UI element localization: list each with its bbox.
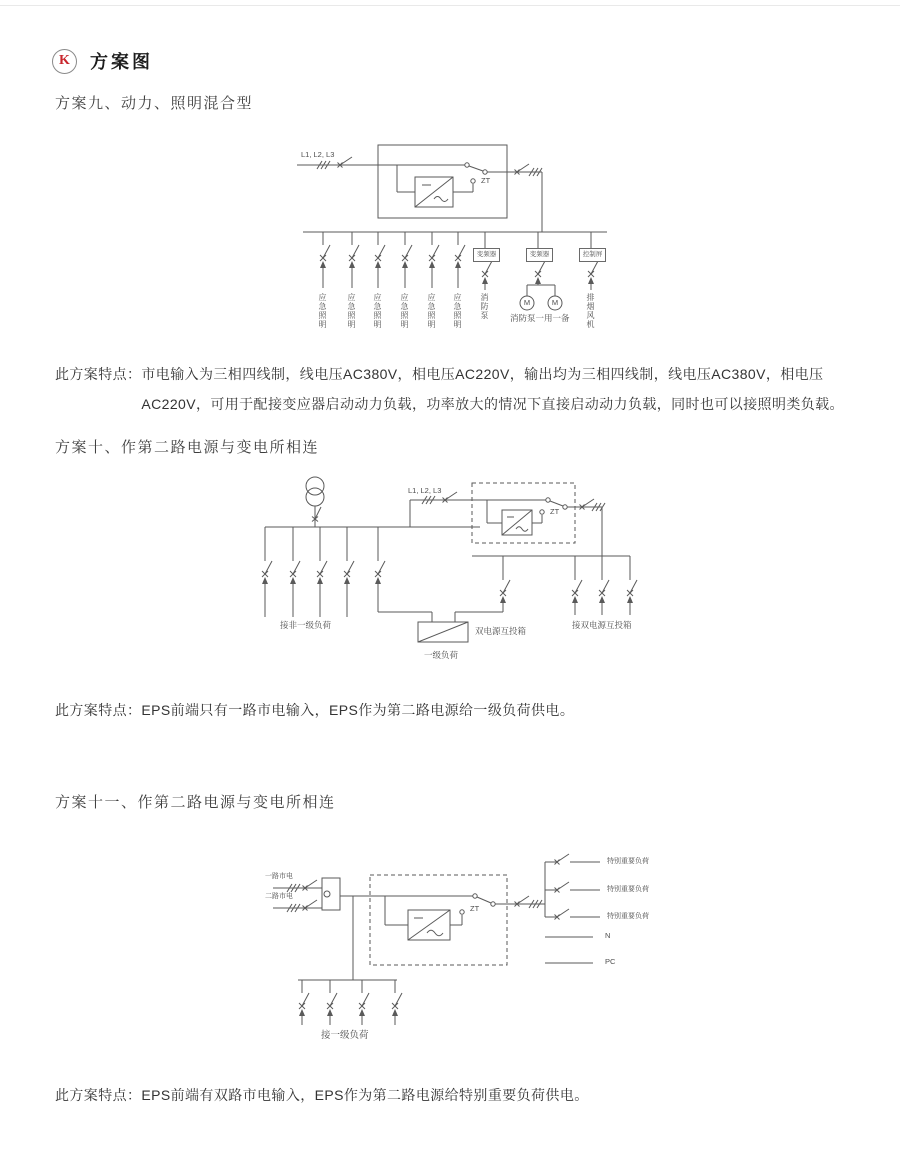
- motor-m-label: M: [523, 298, 531, 307]
- scheme-11-circuit-lines: [255, 850, 695, 1050]
- load-label-emergency-lighting: 应急照明: [373, 293, 382, 329]
- zt-terminal-label: ZT: [481, 176, 491, 185]
- load-label-emergency-lighting: 应急照明: [347, 293, 356, 329]
- page-top-edge: [0, 5, 900, 6]
- scheme-10-circuit-lines: [250, 470, 670, 685]
- load-label-fire-pump: 消防泵: [480, 293, 489, 320]
- diagram-scheme-11: [255, 850, 695, 1050]
- feature-note-scheme-9: [55, 359, 861, 419]
- heading-scheme-9: 方案九、动力、照明混合型: [55, 95, 254, 112]
- phase-input-label: L1, L2, L3: [301, 150, 335, 159]
- heading-scheme-10: 方案十、作第二路电源与变电所相连: [55, 439, 320, 456]
- load-label-emergency-lighting: 应急照明: [427, 293, 436, 329]
- page-title: 方案图: [90, 52, 153, 72]
- non-primary-load-label: 接非一级负荷: [280, 620, 332, 630]
- mains-input-2-label: 二路市电: [265, 893, 293, 900]
- logo-badge: [52, 49, 77, 74]
- phase-input-label: L1, L2, L3: [408, 486, 442, 495]
- transfer-box-label: 双电源互投箱: [475, 626, 527, 636]
- brand-header: [52, 48, 153, 74]
- zt-terminal-label: ZT: [550, 507, 560, 516]
- critical-load-label: 特别重要负荷: [607, 886, 649, 893]
- primary-load-label: 接一级负荷: [321, 1030, 369, 1041]
- vfd-box-2: 变频器: [526, 248, 553, 262]
- diagram-scheme-10: [250, 470, 670, 685]
- critical-load-label: 特别重要负荷: [607, 858, 649, 865]
- pc-line-label: PC: [605, 957, 616, 966]
- zt-terminal-label: ZT: [470, 904, 480, 913]
- feature-text: 市电输入为三相四线制，线电压AC380V，相电压AC220V，输出均为三相四线制，线电压AC380V，相电压AC220V，可用于配接变应器启动动力负载，功率放大的情况下直接启动动力负载，同时也可以接照明类负载。: [141, 366, 844, 412]
- logo-letter: K: [59, 53, 70, 68]
- feature-text: EPS前端有双路市电输入，EPS作为第二路电源给特别重要负荷供电。: [141, 1087, 589, 1103]
- feature-note-scheme-10: [55, 695, 861, 725]
- dual-source-load-label: 接双电源互投箱: [572, 620, 632, 630]
- feature-label: 此方案特点：: [55, 702, 142, 718]
- load-label-emergency-lighting: 应急照明: [318, 293, 327, 329]
- motor-m-label: M: [551, 298, 559, 307]
- load-label-emergency-lighting: 应急照明: [400, 293, 409, 329]
- control-panel-box: 控制屏: [579, 248, 606, 262]
- feature-text: EPS前端只有一路市电输入，EPS作为第二路电源给一级负荷供电。: [141, 702, 575, 718]
- pump-pair-label: 消防泵一用一备: [510, 313, 570, 323]
- vfd-box-1: 变频器: [473, 248, 500, 262]
- heading-scheme-11: 方案十一、作第二路电源与变电所相连: [55, 794, 336, 811]
- feature-label: 此方案特点：: [55, 1087, 142, 1103]
- mains-input-1-label: 一路市电: [265, 873, 293, 880]
- diagram-scheme-9: [295, 140, 625, 340]
- neutral-line-label: N: [605, 931, 611, 940]
- load-label-smoke-fan: 排烟风机: [586, 293, 595, 329]
- primary-load-label: 一级负荷: [424, 650, 459, 660]
- critical-load-label: 特别重要负荷: [607, 913, 649, 920]
- feature-note-scheme-11: [55, 1080, 861, 1110]
- feature-label: 此方案特点：: [55, 366, 142, 382]
- load-label-emergency-lighting: 应急照明: [453, 293, 462, 329]
